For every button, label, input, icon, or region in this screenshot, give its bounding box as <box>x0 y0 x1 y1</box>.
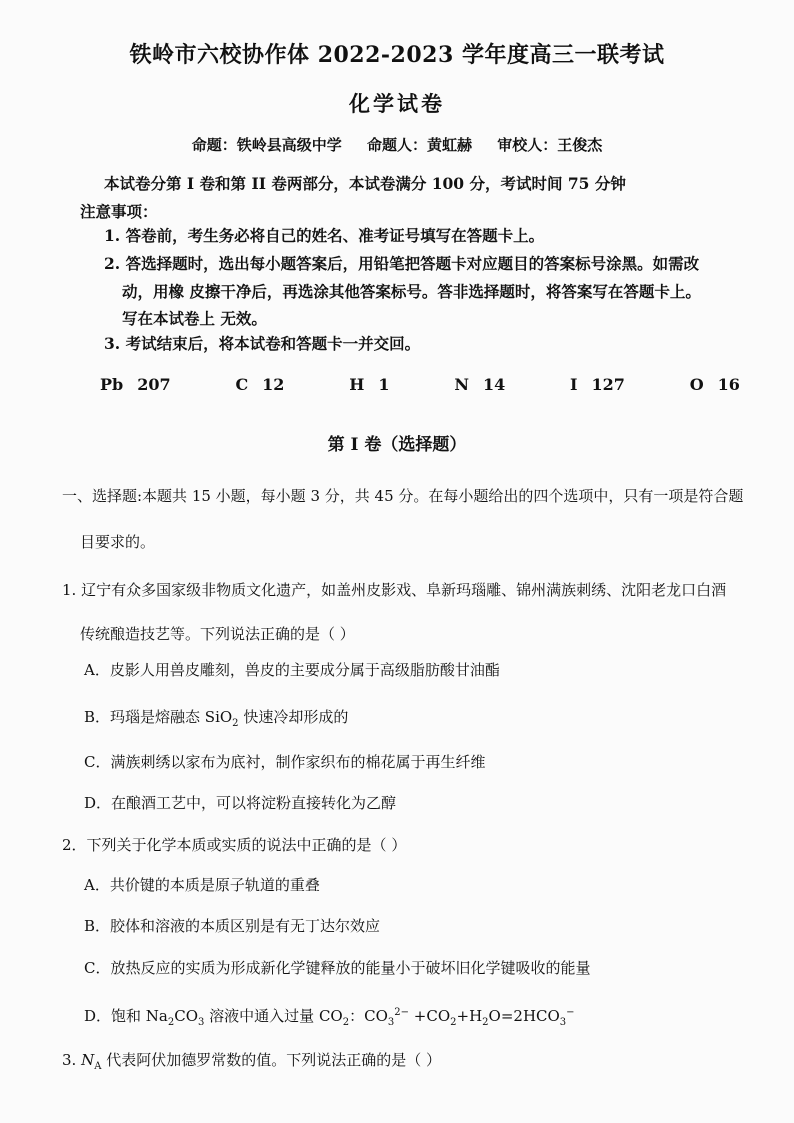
exam-title: 铁岭市六校协作体 2022-2023 学年度高三一联考试 <box>129 42 665 68</box>
question-3-stem: 3. $N_A$ 代表阿伏加德罗常数的值。下列说法正确的是（ ） <box>62 1051 441 1072</box>
question-2-stem: 2．下列关于化学本质或实质的说法中正确的是（ ） <box>62 836 407 854</box>
atomic-mass-list <box>100 375 740 394</box>
author-school: 命题：铁岭县高级中学 <box>191 136 342 154</box>
part-one-instructions: 一、选择题:本题共 15 小题，每小题 3 分，共 45 分。在每小题给出的四个选项中，只有一项是符合题 <box>62 487 744 505</box>
note-item-2-cont: 动，用橡 皮擦干净后，再选涂其他答案标号。答非选择题时，将答案写在答题卡上。 <box>122 282 701 301</box>
question-2-option-b: B．胶体和溶液的本质区别是有无丁达尔效应 <box>84 917 381 935</box>
question-1-option-d: D．在酿酒工艺中，可以将淀粉直接转化为乙醇 <box>84 794 397 812</box>
question-1-option-b: B．玛瑙是熔融态 SiO$_2$ 快速冷却形成的 <box>84 708 349 729</box>
question-1-option-a: A．皮影人用兽皮雕刻，兽皮的主要成分属于高级脂肪酸甘油酯 <box>84 661 500 679</box>
author-setter: 命题人：黄虹赫 <box>366 136 472 154</box>
note-item-2-cont2: 写在本试卷上 无效。 <box>122 309 267 328</box>
question-1-stem-cont: 传统酿造技艺等。下列说法正确的是（ ） <box>80 625 355 643</box>
atomic-mass-n: N 14 <box>454 375 506 394</box>
section-title: 第 I 卷（选择题） <box>327 435 467 455</box>
note-item-2: 2. 答选择题时，选出每小题答案后，用铅笔把答题卡对应题目的答案标号涂黑。如需改 <box>104 254 700 273</box>
atomic-mass-c: C 12 <box>235 375 285 394</box>
question-1-stem: 1. 辽宁有众多国家级非物质文化遗产，如盖州皮影戏、阜新玛瑙雕、锦州满族刺绣、沈阳老龙口白酒 <box>62 581 727 599</box>
atomic-mass-i: I 127 <box>570 375 625 394</box>
author-reviewer: 审校人：王俊杰 <box>497 136 603 154</box>
note-item-3: 3. 考试结束后，将本试卷和答题卡一并交回。 <box>104 334 421 353</box>
question-2-option-a: A．共价键的本质是原子轨道的重叠 <box>84 876 320 894</box>
question-1-option-c: C．满族刺绣以家布为底衬，制作家织布的棉花属于再生纤维 <box>84 753 486 771</box>
author-line <box>0 134 794 155</box>
atomic-mass-pb: Pb 207 <box>100 375 171 394</box>
note-item-1: 1. 答卷前，考生务必将自己的姓名、准考证号填写在答题卡上。 <box>104 226 545 245</box>
atomic-mass-h: H 1 <box>349 375 390 394</box>
exam-subtitle: 化学试卷 <box>349 91 445 116</box>
question-2-option-d: D．饱和 $Na_2CO_3$ 溶液中通入过量 $CO_2$：$CO_3^{2-} +CO_2+H_2O=2HCO_3^-$ <box>84 1007 575 1028</box>
question-2-option-c: C．放热反应的实质为形成新化学键释放的能量小于破坏旧化学键吸收的能量 <box>84 959 591 977</box>
part-one-instructions-cont: 目要求的。 <box>80 533 156 551</box>
atomic-mass-o: O 16 <box>689 375 740 394</box>
exam-intro: 本试卷分第 I 卷和第 II 卷两部分，本试卷满分 100 分，考试时间 75 分钟 <box>104 174 626 193</box>
notes-title: 注意事项： <box>80 202 158 221</box>
